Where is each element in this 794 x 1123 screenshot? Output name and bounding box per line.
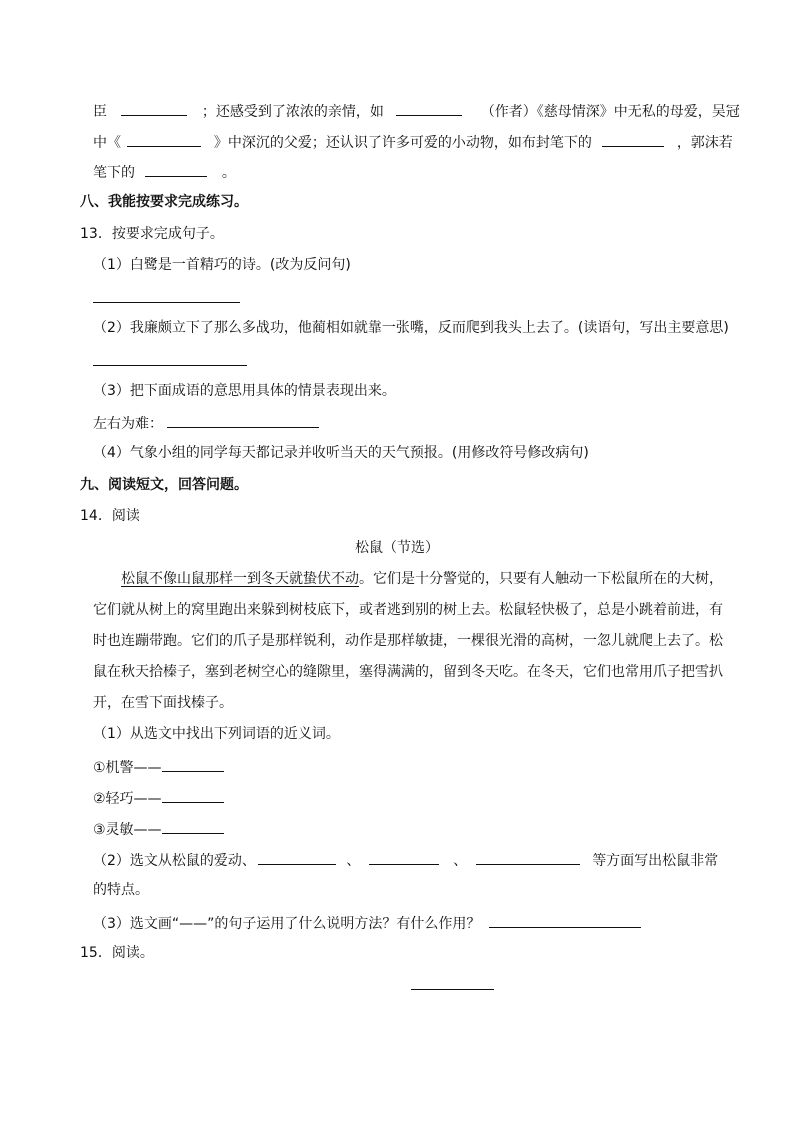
synonym-row — [93, 818, 226, 838]
sub-question-text: （2）选文从松鼠的爱动、 — [93, 853, 256, 869]
passage-line: 鼠在秋天拾榛子，塞到老树空心的缝隙里，塞得满满的，留到冬天吃。在冬天，它们也常用爪子把雪扒 — [93, 664, 723, 680]
sub-question: （3）把下面成语的意思用具体的情景表现出来。 — [93, 383, 396, 399]
answer-blank[interactable] — [162, 787, 224, 803]
synonym-label: ③灵敏—— — [93, 822, 162, 838]
sub-question-cont: 的特点。 — [93, 882, 149, 898]
answer-blank[interactable] — [369, 849, 439, 865]
answer-blank[interactable] — [396, 100, 462, 116]
text-fragment: 中《 — [93, 135, 121, 151]
title-blank-line[interactable] — [411, 989, 494, 990]
sub-question: （1）从选文中找出下列词语的近义词。 — [93, 726, 340, 742]
section-heading: 九、阅读短文，回答问题。 — [80, 477, 248, 493]
answer-blank[interactable] — [162, 818, 224, 834]
answer-line[interactable] — [93, 365, 247, 366]
answer-blank[interactable] — [476, 849, 580, 865]
sub-question-text: 等方面写出松鼠非常 — [592, 853, 719, 869]
answer-blank[interactable] — [258, 849, 336, 865]
sub-question-row — [93, 849, 718, 869]
text-fragment: ；还感受到了浓浓的亲情，如 — [201, 104, 384, 120]
text-fragment: ，郭沫若 — [676, 135, 733, 151]
answer-blank[interactable] — [145, 161, 207, 177]
idiom-label: 左右为难： — [93, 416, 163, 432]
text-fragment: （作者）《慈母情深》中无私的母爱，吴冠 — [480, 104, 740, 120]
question-title: 13．按要求完成句子。 — [80, 226, 224, 242]
text-fragment: 。 — [221, 165, 236, 181]
passage-line — [121, 569, 723, 589]
synonym-row — [93, 756, 226, 776]
fill-in-line-2 — [93, 131, 733, 151]
underlined-sentence: 松鼠不像山鼠那样一到冬天就蛰伏不动 — [121, 571, 359, 587]
synonym-label: ②轻巧—— — [93, 791, 162, 807]
section-heading: 八、我能按要求完成练习。 — [80, 194, 248, 210]
separator: 、 — [346, 853, 361, 869]
fill-in-line-1 — [93, 100, 740, 120]
text-fragment: 》中深沉的父爱；还认识了许多可爱的小动物，如布封笔下的 — [213, 135, 592, 151]
answer-blank[interactable] — [489, 912, 641, 928]
synonym-row — [93, 787, 226, 807]
question-title: 14．阅读 — [80, 508, 140, 524]
sub-question-row — [93, 912, 643, 932]
question-title: 15．阅读。 — [80, 945, 154, 961]
passage-text: 。它们是十分警觉的，只要有人触动一下松鼠所在的大树， — [359, 571, 723, 587]
idiom-answer-row — [93, 412, 321, 432]
answer-blank[interactable] — [162, 756, 224, 772]
passage-line: 开，在雪下面找榛子。 — [93, 695, 233, 711]
separator: 、 — [453, 853, 468, 869]
passage-title: 松鼠（节选） — [355, 540, 439, 556]
sub-question-text: （3）选文画“——”的句子运用了什么说明方法？有什么作用？ — [93, 916, 481, 932]
text-fragment: 笔下的 — [93, 165, 135, 181]
passage-line: 时也连蹦带跑。它们的爪子是那样锐利，动作是那样敏捷，一棵很光滑的高树，一忽儿就爬上去了。松 — [93, 633, 723, 649]
answer-line[interactable] — [93, 302, 240, 303]
answer-blank[interactable] — [121, 100, 187, 116]
passage-line: 它们就从树上的窝里跑出来躲到树枝底下，或者逃到别的树上去。松鼠轻快极了，总是小跳着前进，有 — [93, 602, 723, 618]
answer-blank[interactable] — [167, 412, 319, 428]
sub-question: （1）白鹭是一首精巧的诗。(改为反问句) — [93, 257, 351, 273]
answer-blank[interactable] — [602, 131, 664, 147]
sub-question: （2）我廉颇立下了那么多战功，他蔺相如就靠一张嘴，反而爬到我头上去了。(读语句，写出主要意思) — [93, 320, 729, 336]
synonym-label: ①机警—— — [93, 760, 162, 776]
answer-blank[interactable] — [127, 131, 201, 147]
text-fragment: 臣 — [93, 104, 107, 120]
fill-in-line-3 — [93, 161, 236, 181]
sub-question: （4）气象小组的同学每天都记录并收听当天的天气预报。(用修改符号修改病句) — [93, 445, 589, 461]
